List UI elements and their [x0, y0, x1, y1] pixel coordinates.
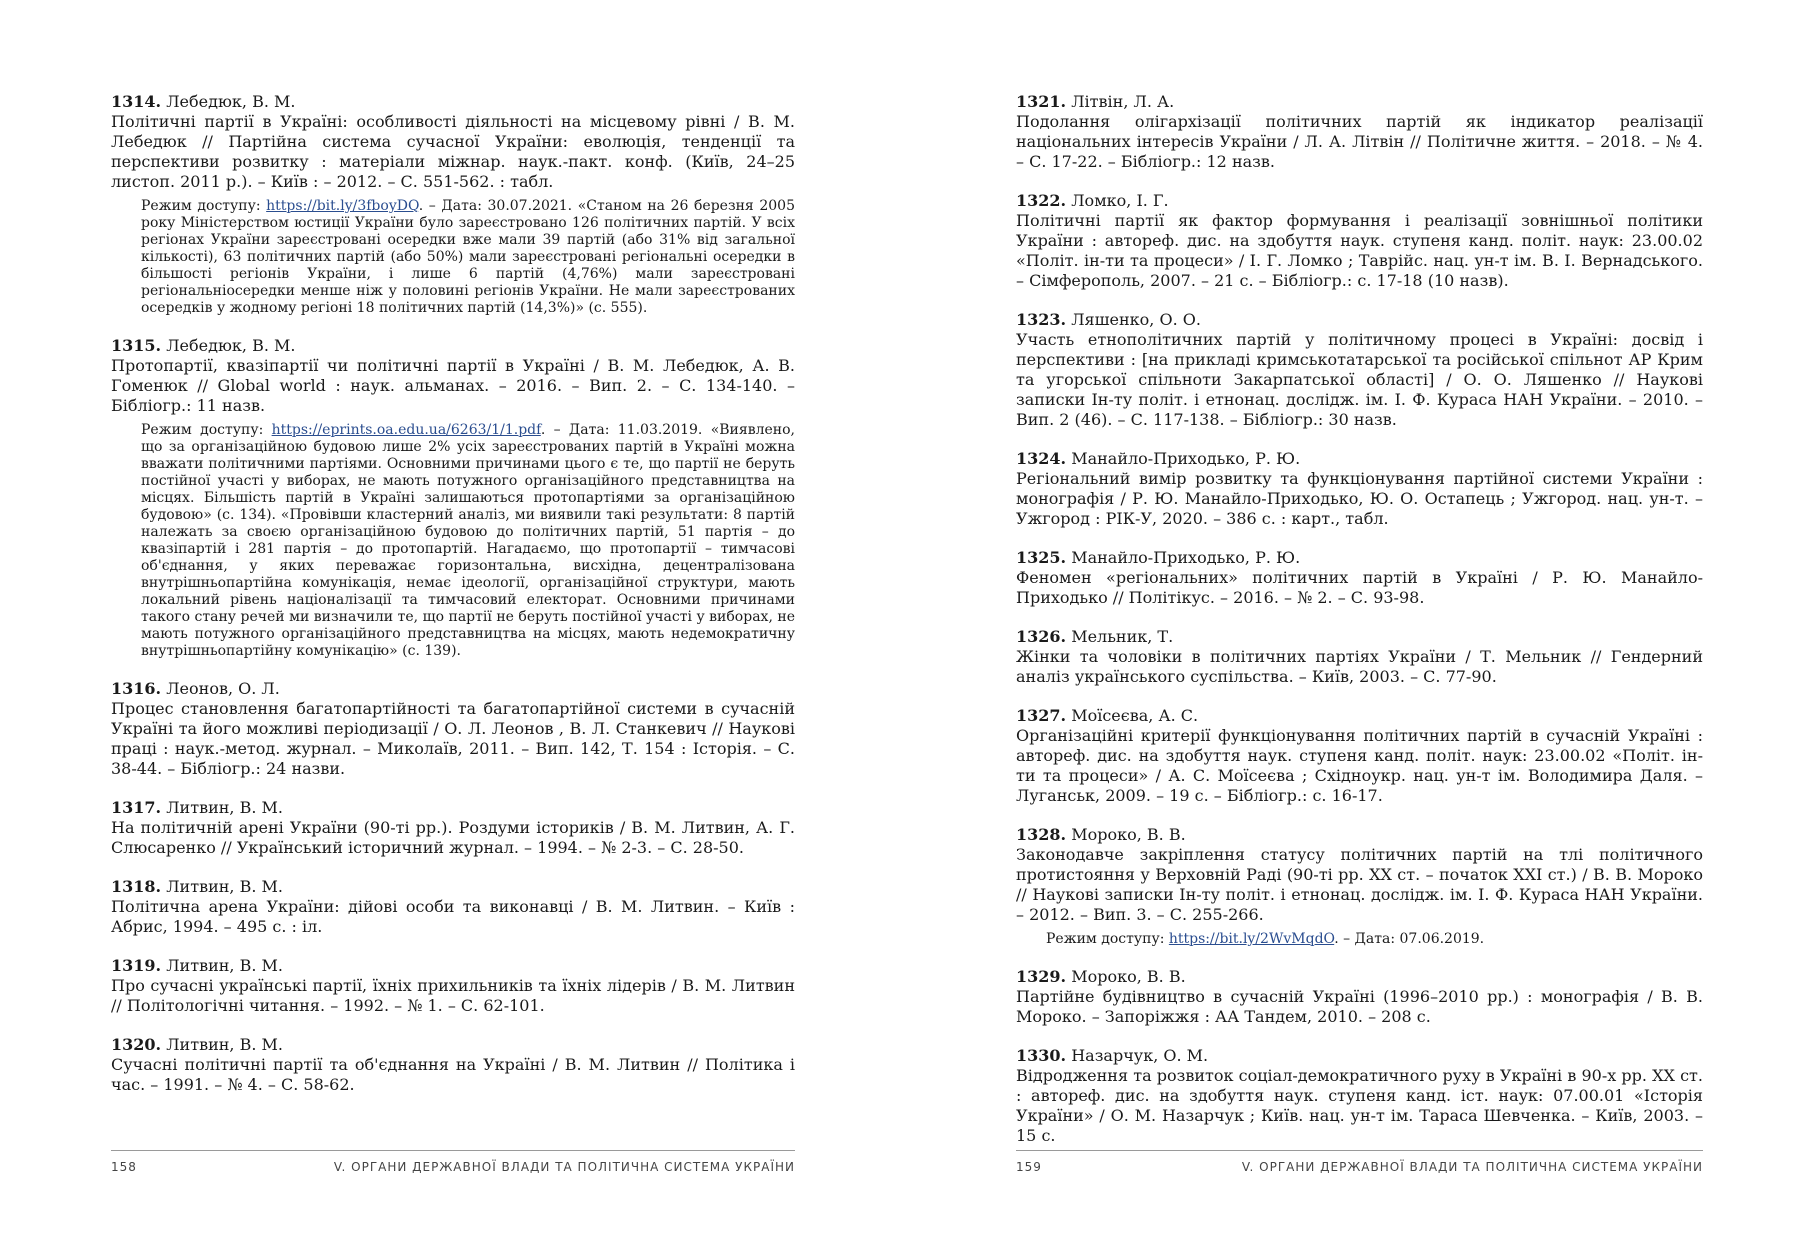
access-label: Режим доступу:	[1046, 931, 1169, 947]
bibliography-entry	[1016, 191, 1703, 291]
entry-author: Литвин, В. М.	[166, 798, 283, 817]
entry-author: Литвин, В. М.	[166, 877, 283, 896]
entry-description: Регіональний вимір розвитку та функціонування партійної системи України : монографія / Р. Ю. Манайло-Приходько, Ю. О. Остапець ; Ужгород. нац. ун-т. – Ужгород : РІК-У, 2020. – 386 с. : карт., табл.	[1016, 469, 1703, 528]
entry-author: Лебедюк, В. М.	[166, 336, 296, 355]
bibliography-entry	[1016, 449, 1703, 529]
entry-author: Мороко, В. В.	[1071, 967, 1186, 986]
entry-heading	[1016, 706, 1703, 726]
access-note-text: . – Дата: 07.06.2019.	[1334, 931, 1485, 947]
page-number: 158	[111, 1160, 137, 1174]
access-link[interactable]: https://bit.ly/3fboyDQ	[266, 198, 419, 214]
entry-author: Лебедюк, В. М.	[166, 92, 296, 111]
bibliography-entry	[111, 956, 795, 1016]
entry-description: Жінки та чоловіки в політичних партіях України / Т. Мельник // Гендерний аналіз українського суспільства. – Київ, 2003. – С. 77-90.	[1016, 647, 1703, 686]
access-note-text: . – Дата: 30.07.2021. «Станом на 26 березня 2005 року Міністерством юстиції України було зареєстровано 126 політичних партій. У всіх регіонах України зареєстровані осередки вже мали 39 партій (або 31% від загальної кількості), 63 політичних партій (або 50%) мали зареєстровані регіональні осередки в більшості регіонів України, і лише 6 партій (4,76%) мали зареєстровані регіональніосередки менше ніж у половині регіонів України. Не мали зареєстрованих осередків у жодному регіоні 18 політичних партій (14,3%)» (с. 555).	[141, 198, 795, 316]
entry-author: Мельник, Т.	[1071, 627, 1174, 646]
entry-description: Подолання олігархізації політичних партій як індикатор реалізації національних інтересів України / Л. А. Літвін // Політичне життя. – 2018. – № 4. – С. 17-22. – Бібліогр.: 12 назв.	[1016, 112, 1703, 171]
entry-number: 1319.	[111, 956, 162, 975]
entry-description: Політичні партії в Україні: особливості діяльності на місцевому рівні / В. М. Лебедюк // Партійна система сучасної України: еволюція, тенденції та перспективи розвитку : матеріали міжнар. наук.-пакт. конф. (Київ, 24–25 листоп. 2011 р.). – Київ : – 2012. – С. 551-562. : табл.	[111, 112, 795, 191]
entry-description: Партійне будівництво в сучасній Україні (1996–2010 рр.) : монографія / В. В. Мороко. – Запоріжжя : АА Тандем, 2010. – 208 с.	[1016, 987, 1703, 1026]
left-page-footer	[111, 1150, 795, 1174]
entry-number: 1325.	[1016, 548, 1067, 567]
entry-heading	[111, 877, 795, 897]
entry-number: 1321.	[1016, 92, 1067, 111]
entry-heading	[1016, 548, 1703, 568]
access-link[interactable]: https://eprints.oa.edu.ua/6263/1/1.pdf	[271, 422, 541, 438]
entry-heading	[111, 1035, 795, 1055]
bibliography-entry	[1016, 706, 1703, 806]
entry-heading	[1016, 1046, 1703, 1066]
entry-heading	[1016, 627, 1703, 647]
entry-heading	[111, 956, 795, 976]
entry-description: Феномен «регіональних» політичних партій в Україні / Р. Ю. Манайло-Приходько // Політікус. – 2016. – № 2. – С. 93-98.	[1016, 568, 1703, 607]
bibliography-entry	[1016, 92, 1703, 172]
entry-heading	[1016, 449, 1703, 469]
entry-heading	[1016, 967, 1703, 987]
entry-heading	[1016, 310, 1703, 330]
bibliography-entry	[1016, 825, 1703, 948]
entry-number: 1323.	[1016, 310, 1067, 329]
entry-description: Про сучасні українські партії, їхніх прихильників та їхніх лідерів / В. М. Литвин // Політологічні читання. – 1992. – № 1. – С. 62-101.	[111, 976, 795, 1015]
entry-author: Назарчук, О. М.	[1071, 1046, 1209, 1065]
section-title: V. ОРГАНИ ДЕРЖАВНОЇ ВЛАДИ ТА ПОЛІТИЧНА СИСТЕМА УКРАЇНИ	[1241, 1160, 1703, 1174]
entry-number: 1314.	[111, 92, 162, 111]
entry-description: Політична арена України: дійові особи та виконавці / В. М. Литвин. – Київ : Абрис, 1994. – 495 с. : іл.	[111, 897, 795, 936]
entry-description: На політичній арені України (90-ті рр.). Роздуми істориків / В. М. Литвин, А. Г. Слюсаренко // Український історичний журнал. – 1994. – № 2-3. – С. 28-50.	[111, 818, 795, 857]
entry-number: 1329.	[1016, 967, 1067, 986]
entry-heading	[111, 92, 795, 112]
entry-heading	[1016, 92, 1703, 112]
entry-author: Моїсеєва, А. С.	[1071, 706, 1199, 725]
entry-heading	[111, 679, 795, 699]
entry-description: Протопартії, квазіпартії чи політичні партії в Україні / В. М. Лебедюк, А. В. Гоменюк // Global world : наук. альманах. – 2016. – Вип. 2. – С. 134-140. – Бібліогр.: 11 назв.	[111, 356, 795, 415]
entry-access-note	[141, 422, 795, 660]
access-note-text: . – Дата: 11.03.2019. «Виявлено, що за організаційною будовою лише 2% усіх зареєстрованих партій в Україні можна вважати політичними партіями. Основними причинами цього є те, що партії не беруть постійної участі у виборах, не мають потужного організаційного представництва на місцях. Більшість партій в Україні залишаються протопартіями за організаційною будовою» (с. 134). «Провівши кластерний аналіз, ми виявили такі результати: 8 партій належать за своєю організаційною будовою до політичних партій, 51 партія – до квазіпартій і 281 партія – до протопартій. Нагадаємо, що протопартії – тимчасові об'єднання, у яких переважає горизонтальна, висхідна, децентралізована внутрішньопартійна комунікація, немає ідеології, організаційної структури, мають локальний рівень націоналізації та тимчасовий електорат. Основними причинами такого стану речей ми визначили те, що партії не беруть постійної участі у виборах, не мають потужного організаційного представництва на місцях, мають недемократичну внутрішньопартійну комунікацію» (с. 139).	[141, 422, 795, 659]
entry-author: Ломко, І. Г.	[1071, 191, 1169, 210]
entry-number: 1326.	[1016, 627, 1067, 646]
left-page-content	[111, 92, 795, 1114]
access-label: Режим доступу:	[141, 198, 267, 214]
entry-number: 1330.	[1016, 1046, 1067, 1065]
entry-number: 1317.	[111, 798, 162, 817]
entry-number: 1318.	[111, 877, 162, 896]
entry-number: 1316.	[111, 679, 162, 698]
bibliography-entry	[111, 1035, 795, 1095]
entry-number: 1327.	[1016, 706, 1067, 725]
section-title: V. ОРГАНИ ДЕРЖАВНОЇ ВЛАДИ ТА ПОЛІТИЧНА СИСТЕМА УКРАЇНИ	[333, 1160, 795, 1174]
right-page-content	[1016, 92, 1703, 1165]
entry-number: 1320.	[111, 1035, 162, 1054]
bibliography-entry	[111, 92, 795, 317]
entry-number: 1324.	[1016, 449, 1067, 468]
entry-number: 1315.	[111, 336, 162, 355]
entry-author: Литвин, В. М.	[166, 1035, 283, 1054]
entry-description: Законодавче закріплення статусу політичних партій на тлі політичного протистояння у Верховній Раді (90-ті рр. ХХ ст. – початок XXI ст.) / В. В. Мороко // Наукові записки Ін-ту політ. і етнонац. дослідж. ім. І. Ф. Кураса НАН України. – 2012. – Вип. 3. – С. 255-266.	[1016, 845, 1703, 924]
entry-heading	[111, 336, 795, 356]
entry-heading	[1016, 825, 1703, 845]
entry-description: Відродження та розвиток соціал-демократичного руху в Україні в 90-х рр. ХХ ст. : автореф. дис. на здобуття наук. ступеня канд. іст. наук: 07.00.01 «Історія України» / О. М. Назарчук ; Київ. нац. ун-т ім. Тараса Шевченка. – Київ, 2003. – 15 с.	[1016, 1066, 1703, 1145]
bibliography-entry	[1016, 967, 1703, 1027]
bibliography-entry	[111, 336, 795, 660]
bibliography-entry	[111, 877, 795, 937]
entry-description: Участь етнополітичних партій у політичному процесі в Україні: досвід і перспективи : [на прикладі кримськотатарської та російської спільнот АР Крим та угорської спільноти Закарпатської області] / О. О. Ляшенко // Наукові записки Ін-ту політ. і етнонац. дослідж. ім. І. Ф. Кураса НАН України. – 2010. – Вип. 2 (46). – С. 117-138. – Бібліогр.: 30 назв.	[1016, 330, 1703, 429]
page-number: 159	[1016, 1160, 1042, 1174]
entry-access-note	[1046, 931, 1703, 948]
bibliography-entry	[111, 798, 795, 858]
entry-description: Політичні партії як фактор формування і реалізації зовнішньої політики України : автореф. дис. на здобуття наук. ступеня канд. політ. наук: 23.00.02 «Політ. ін-ти та процеси» / І. Г. Ломко ; Таврійс. нац. ун-т ім. В. І. Вернадського. – Сімферополь, 2007. – 21 с. – Бібліогр.: с. 17-18 (10 назв).	[1016, 211, 1703, 290]
bibliography-entry	[1016, 1046, 1703, 1146]
access-label: Режим доступу:	[141, 422, 272, 438]
bibliography-entry	[1016, 627, 1703, 687]
entry-heading	[1016, 191, 1703, 211]
entry-author: Літвін, Л. А.	[1071, 92, 1175, 111]
entry-heading	[111, 798, 795, 818]
entry-author: Манайло-Приходько, Р. Ю.	[1071, 548, 1301, 567]
bibliography-entry	[111, 679, 795, 779]
entry-number: 1328.	[1016, 825, 1067, 844]
bibliography-entry	[1016, 310, 1703, 430]
entry-number: 1322.	[1016, 191, 1067, 210]
entry-access-note	[141, 198, 795, 317]
right-page-footer	[1016, 1150, 1703, 1174]
bibliography-entry	[1016, 548, 1703, 608]
entry-description: Організаційні критерії функціонування політичних партій в сучасній Україні : автореф. дис. на здобуття наук. ступеня канд. політ. наук: 23.00.02 «Політ. ін-ти та процеси» / А. С. Моїсеєва ; Східноукр. нац. ун-т ім. Володимира Даля. – Луганськ, 2009. – 19 с. – Бібліогр.: с. 16-17.	[1016, 726, 1703, 805]
entry-author: Мороко, В. В.	[1071, 825, 1186, 844]
entry-description: Процес становлення багатопартійності та багатопартійної системи в сучасній Україні та його можливі періодизації / О. Л. Леонов , В. Л. Станкевич // Наукові праці : наук.-метод. журнал. – Миколаїв, 2011. – Вип. 142, Т. 154 : Історія. – С. 38-44. – Бібліогр.: 24 назви.	[111, 699, 795, 778]
entry-author: Литвин, В. М.	[166, 956, 283, 975]
entry-author: Ляшенко, О. О.	[1071, 310, 1201, 329]
entry-author: Манайло-Приходько, Р. Ю.	[1071, 449, 1301, 468]
entry-author: Леонов, О. Л.	[166, 679, 280, 698]
right-page	[900, 0, 1800, 1257]
entry-description: Сучасні політичні партії та об'єднання на Україні / В. М. Литвин // Політика і час. – 1991. – № 4. – С. 58-62.	[111, 1055, 795, 1094]
access-link[interactable]: https://bit.ly/2WvMqdO	[1168, 931, 1335, 947]
